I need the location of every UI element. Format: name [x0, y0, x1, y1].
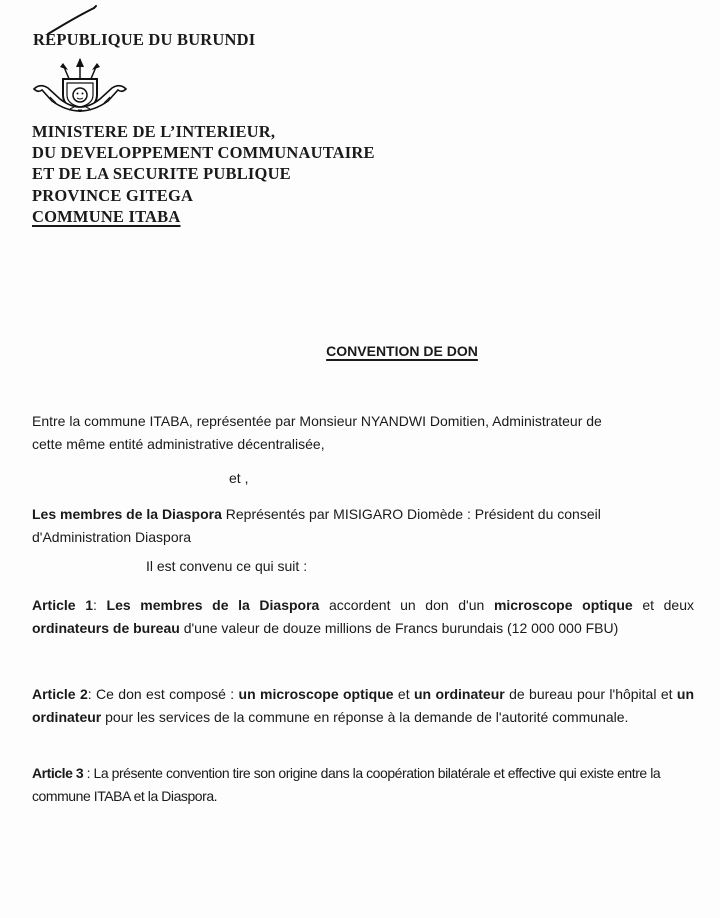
- conjunction-et: et ,: [229, 470, 249, 486]
- article-2-item-3: un ordinateur: [32, 686, 694, 725]
- article-2-text-1: : Ce don est composé :: [87, 686, 239, 702]
- article-3: [32, 762, 694, 808]
- ministry-block: [32, 121, 375, 227]
- document-title-wrap: [0, 343, 720, 359]
- article-1-item-1: microscope optique: [493, 597, 633, 613]
- article-3-label: Article 3: [32, 765, 84, 781]
- article-1-item-2: ordinateurs de bureau: [32, 620, 180, 636]
- agreement-intro: Il est convenu ce qui suit :: [146, 558, 308, 574]
- ministry-line-3: ET DE LA SECURITE PUBLIQUE: [32, 164, 291, 184]
- article-2-text-4: pour les services de la commune en réponse à la demande de l'autorité communale.: [101, 709, 629, 725]
- article-1-sep: :: [93, 597, 107, 613]
- party-2-representative: Représentés par MISIGARO Diomède : Président du conseil: [221, 506, 601, 522]
- ministry-line-1: MINISTERE DE L’INTERIEUR,: [32, 122, 276, 141]
- party-1-line-1: Entre la commune ITABA, représentée par Monsieur NYANDWI Domitien, Administrateur de: [32, 413, 602, 429]
- article-1-text-1: accordent un don d'un: [319, 597, 494, 613]
- article-2-label: Article 2: [32, 686, 88, 702]
- party-2-line-2: d'Administration Diaspora: [32, 529, 192, 545]
- party-1-line-2: cette même entité administrative décentralisée,: [32, 436, 325, 452]
- article-1-label: Article 1: [32, 597, 93, 613]
- article-2-text-2: et: [393, 686, 414, 702]
- article-1-value: d'une valeur de douze millions de Francs burundais (12 000 000 FBU): [179, 620, 619, 636]
- article-2-item-2: un ordinateur: [413, 686, 505, 702]
- document-title: CONVENTION DE DON: [326, 343, 478, 359]
- article-3-text: : La présente convention tire son origine dans la coopération bilatérale et effective qui existe entre la commune ITABA et la Diaspora.: [32, 765, 661, 804]
- province-line: PROVINCE GITEGA: [32, 185, 194, 205]
- party-1-paragraph: [32, 410, 694, 456]
- article-2-text-3: de bureau pour l'hôpital et: [504, 686, 677, 702]
- party-2-line-1: [32, 503, 694, 526]
- coat-of-arms-icon: [30, 57, 130, 115]
- article-1-donor: Les membres de la Diaspora: [106, 597, 320, 613]
- ministry-line-2: DU DEVELOPPEMENT COMMUNAUTAIRE: [32, 143, 375, 163]
- party-2-paragraph: [32, 503, 694, 549]
- republic-heading: REPUBLIQUE DU BURUNDI: [33, 30, 256, 49]
- article-2: [32, 683, 694, 729]
- commune-line: COMMUNE ITABA: [32, 206, 181, 226]
- article-1: [32, 594, 694, 640]
- party-2-name: Les membres de la Diaspora: [32, 506, 222, 522]
- article-1-text-2: et deux: [632, 597, 694, 613]
- article-2-item-1: un microscope optique: [238, 686, 394, 702]
